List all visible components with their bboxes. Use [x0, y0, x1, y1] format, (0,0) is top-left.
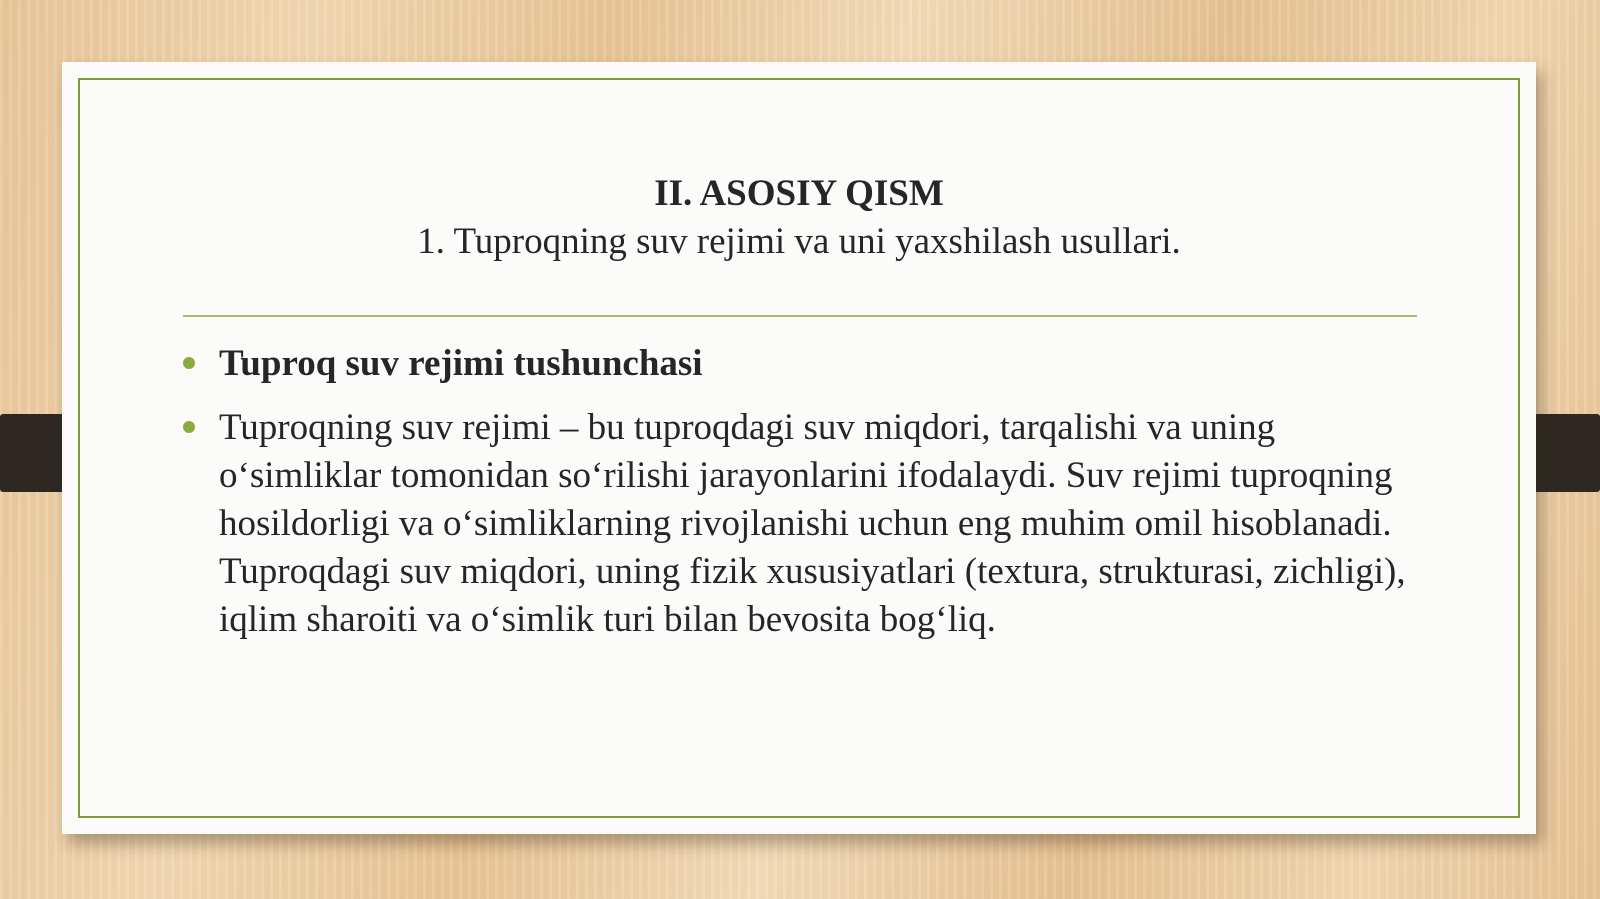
- slide-content: [183, 340, 1423, 660]
- slide-subheading: 1. Tuproqning suv rejimi va uni yaxshilash usullari.: [417, 221, 1181, 262]
- slide-paper: [62, 62, 1536, 834]
- bullet-item: [183, 340, 1423, 388]
- bullet-item: [183, 404, 1423, 644]
- slide-title-block: [62, 170, 1536, 266]
- title-divider: [183, 315, 1417, 317]
- bullet-dot-icon: [183, 357, 195, 369]
- slide-heading: II. ASOSIY QISM: [654, 173, 944, 214]
- bullet-dot-icon: [183, 421, 195, 433]
- bullet-text: Tuproqning suv rejimi – bu tuproqdagi suv miqdori, tarqalishi va uning o‘simliklar tomonidan so‘rilishi jarayonlarini ifodalaydi. Suv rejimi tuproqning hosildorligi va o‘simliklarning rivojlanishi uchun eng muhim omil hisoblanadi. Tuproqdagi suv miqdori, uning fizik xususiyatlari (textura, strukturasi, zichligi), iqlim sharoiti va o‘simlik turi bilan bevosita bog‘liq.: [219, 407, 1406, 640]
- bullet-text: Tuproq suv rejimi tushunchasi: [219, 343, 703, 384]
